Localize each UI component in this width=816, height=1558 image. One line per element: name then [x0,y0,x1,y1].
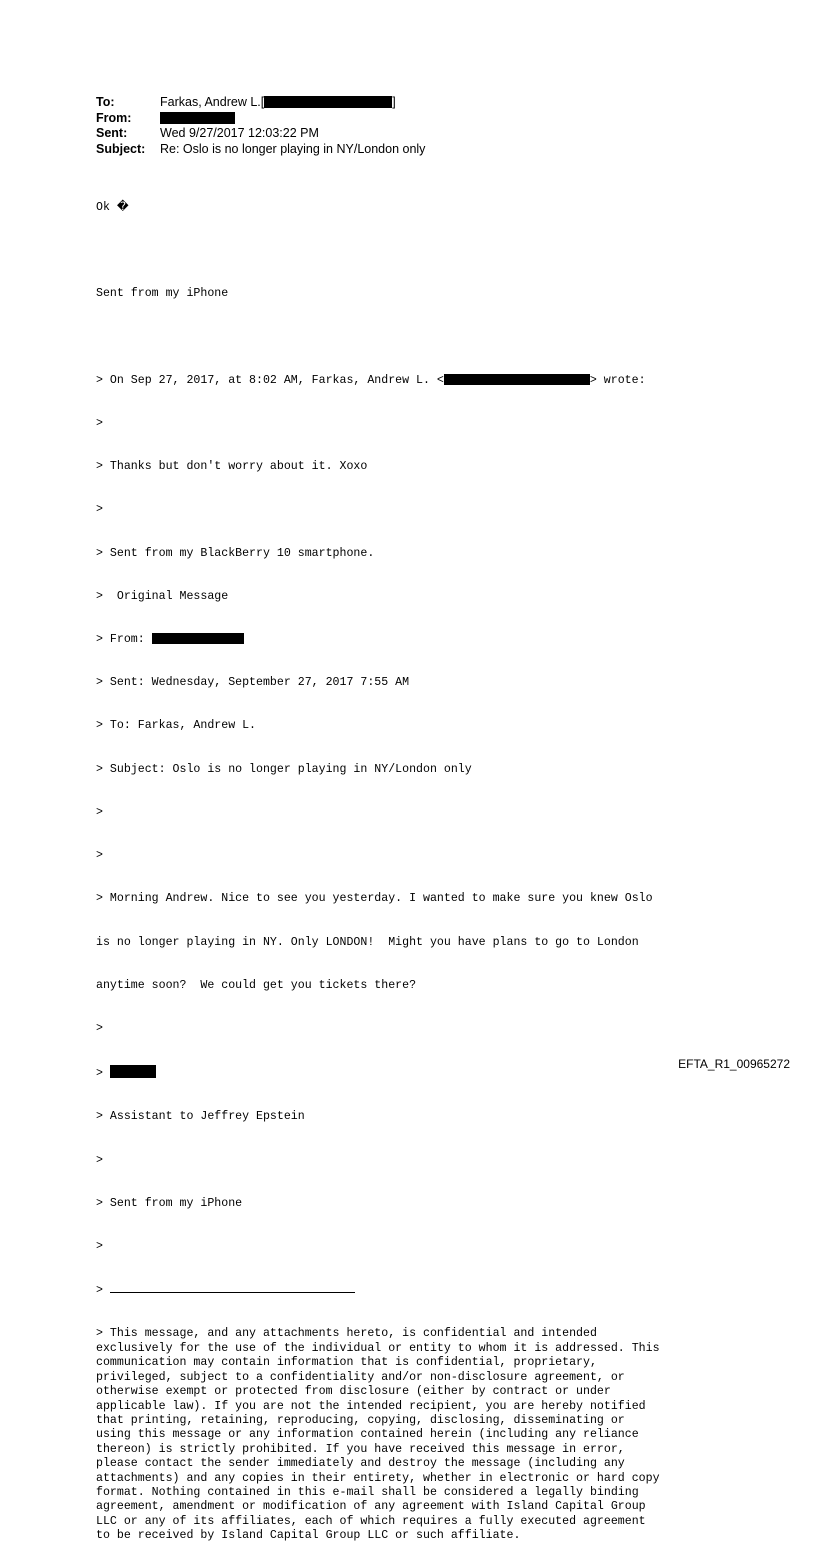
disclaimer-line: applicable law). If you are not the intended recipient, you are hereby notified [96,1399,646,1413]
redaction-block [152,633,244,644]
body-line: > Sent: Wednesday, September 27, 2017 7:55 AM [96,676,410,690]
disclaimer-line: privileged, subject to a confidentiality and/or non-disclosure agreement, or [96,1370,625,1384]
body-line: > [96,1240,103,1254]
body-line: > Subject: Oslo is no longer playing in NY/London only [96,762,472,776]
disclaimer-line: exclusively for the use of the individual or entity to whom it is addressed. This [96,1341,660,1355]
body-line: > Original Message [96,589,229,603]
header-to-row [96,95,425,111]
subject-label: Subject: [96,141,146,156]
redaction-block [264,96,392,108]
signature-rule [110,1283,355,1293]
body-line: > [96,849,103,863]
disclaimer-line: please contact the sender immediately and destroy the message (including any [96,1457,625,1471]
document-id: EFTA_R1_00965272 [678,1057,790,1071]
body-line: > [96,1153,103,1167]
email-body [96,172,736,1558]
disclaimer-line: otherwise exempt or protected from disclosure (either by contract or under [96,1385,611,1399]
sent-label: Sent: [96,126,128,140]
body-line: > [96,805,103,819]
email-header [96,95,425,157]
body-line: > Sent from my BlackBerry 10 smartphone. [96,546,375,560]
body-line: is no longer playing in NY. Only LONDON! Might you have plans to go to London [96,935,639,949]
body-line: > [96,1283,736,1298]
disclaimer-line: format. Nothing contained in this e-mail shall be considered a legally binding [96,1485,639,1499]
body-line: > [96,1021,103,1035]
disclaimer-line: that printing, retaining, reproducing, copying, disclosing, disseminating or [96,1413,625,1427]
body-line: > [96,416,103,430]
body-line: anytime soon? We could get you tickets there? [96,978,417,992]
disclaimer-line: agreement, amendment or modification of any agreement with Island Capital Group [96,1500,646,1514]
redaction-block [444,374,590,385]
disclaimer-line: attachments) and any copies in their entirety, whether in electronic or hard copy [96,1471,660,1485]
body-line: > [96,503,103,517]
disclaimer-line: thereon) is strictly prohibited. If you have received this message in error, [96,1442,625,1456]
body-line: Ok � [96,200,129,214]
from-label: From: [96,110,132,125]
from-value [160,111,235,127]
body-line: > [96,1065,736,1081]
disclaimer-line: LLC or any of its affiliates, each of which requires a fully executed agreement [96,1514,646,1528]
redaction-block [110,1065,156,1078]
header-from-row [96,111,425,127]
disclaimer-line: communication may contain information that is confidential, proprietary, [96,1356,597,1370]
body-line: > Thanks but don't worry about it. Xoxo [96,460,368,474]
body-line: > To: Farkas, Andrew L. [96,719,257,733]
body-line: > Morning Andrew. Nice to see you yesterday. I wanted to make sure you knew Oslo [96,892,653,906]
body-line: Sent from my iPhone [96,287,229,301]
body-line: > From: [96,633,736,647]
disclaimer-line: to be received by Island Capital Group LLC or such affiliate. [96,1529,521,1543]
sent-value: Wed 9/27/2017 12:03:22 PM [160,126,319,140]
body-line: > On Sep 27, 2017, at 8:02 AM, Farkas, Andrew L. < > wrote: [96,373,646,387]
header-subject-row [96,142,425,158]
body-line: > Assistant to Jeffrey Epstein [96,1110,305,1124]
body-line: > Sent from my iPhone [96,1196,243,1210]
disclaimer [96,1327,736,1543]
subject-value: Re: Oslo is no longer playing in NY/London only [160,141,426,156]
redaction-block [160,112,235,124]
header-sent-row [96,126,425,142]
to-label: To: [96,95,115,109]
to-value: Farkas, Andrew L.[ ] [160,95,396,109]
disclaimer-line: using this message or any information contained herein (including any reliance [96,1428,639,1442]
disclaimer-line: > This message, and any attachments hereto, is confidential and intended [96,1327,597,1341]
